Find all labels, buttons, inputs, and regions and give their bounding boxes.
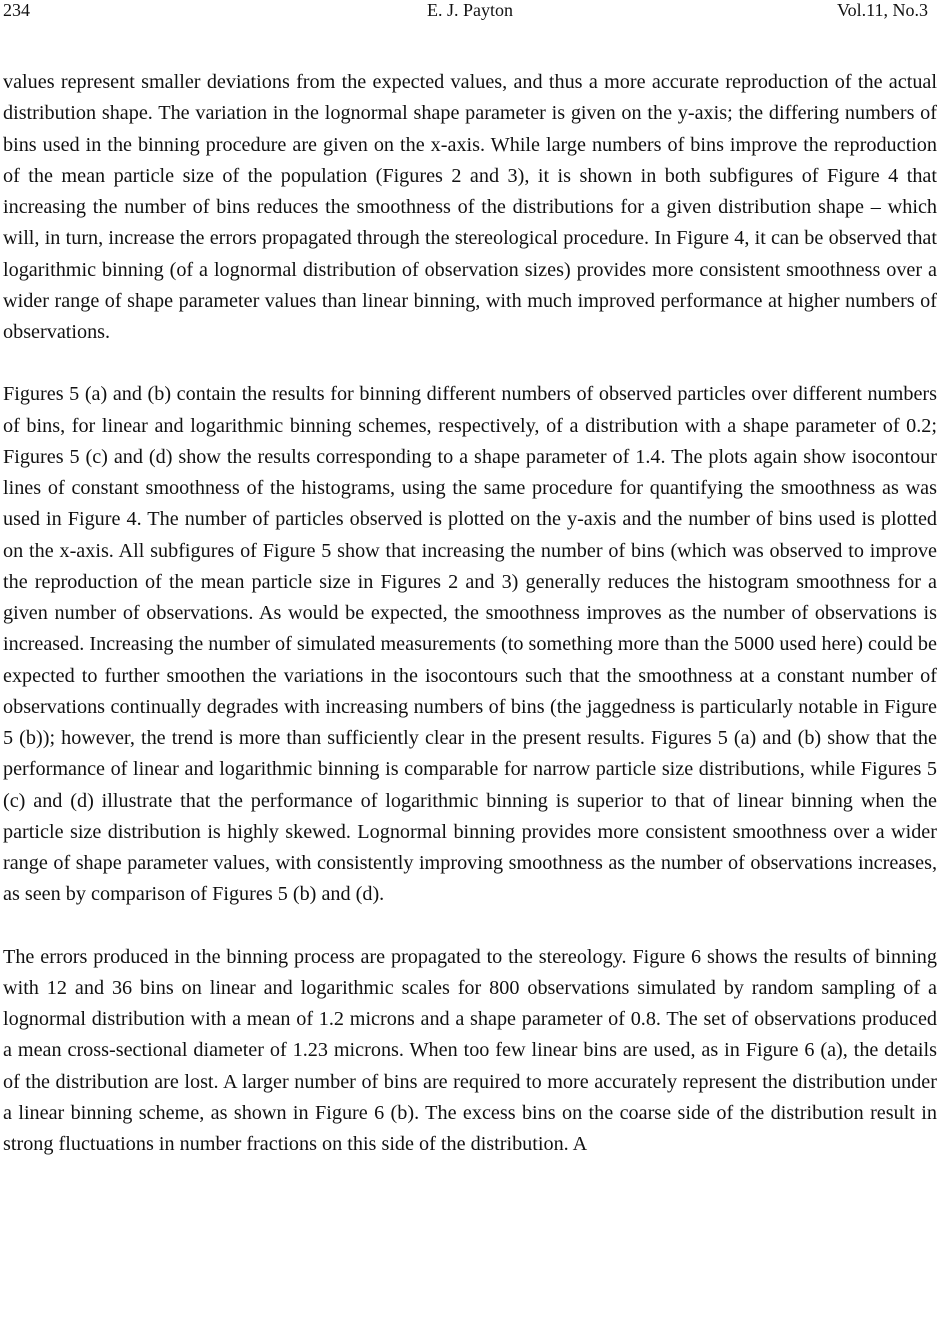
paragraph-2: Figures 5 (a) and (b) contain the results for binning different numbers of observed particles over different numbers of bins, for linear and logarithmic binning schemes, respectively, of a distribution with a shape parameter of 0.2; Figures 5 (c) and (d) show the results corresponding to a shape parameter of 1.4. The plots again show isocontour lines of constant smoothness of the histograms, using the same procedure for quantifying the smoothness as was used in Figure 4. The number of particles observed is plotted on the y-axis and the number of bins used is plotted on the x-axis. All subfigures of Figure 5 show that increasing the number of bins (which was observed to improve the reproduction of the mean particle size in Figures 2 and 3) generally reduces the histogram smoothness for a given number of observations. As would be expected, the smoothness improves as the number of observations is increased. Increasing the number of simulated measurements (to something more than the 5000 used here) could be expected to further smoothen the variations in the isocontours such that the smoothness at a constant number of observations continually degrades with increasing numbers of bins (the jaggedness is particularly notable in Figure 5 (b)); however, the trend is more than sufficiently clear in the present results. Figures 5 (a) and (b) show that the performance of linear and logarithmic binning is comparable for narrow particle size distributions, while Figures 5 (c) and (d) illustrate that the performance of logarithmic binning is superior to that of linear binning when the particle size distribution is highly skewed. Lognormal binning provides more consistent smoothness over a wider range of shape parameter values, with consistently improving smoothness as the number of observations increases, as seen by comparison of Figures 5 (b) and (d). xyxy=(3,383,937,906)
page-number: 234 xyxy=(3,0,30,20)
volume-info: Vol.11, No.3 xyxy=(836,0,928,20)
body-text xyxy=(3,67,937,1160)
paragraph-3: The errors produced in the binning process are propagated to the stereology. Figure 6 shows the results of binning with 12 and 36 bins on linear and logarithmic scales for 800 observations simulated by random sampling of a lognormal distribution with a mean of 1.2 microns and a shape parameter of 0.8. The set of observations produced a mean cross-sectional diameter of 1.23 microns. When too few linear bins are used, as in Figure 6 (a), the details of the distribution are lost. A larger number of bins are required to more accurately represent the distribution under a linear binning scheme, as shown in Figure 6 (b). The excess bins on the coarse side of the distribution result in strong fluctuations in number fractions on this side of the distribution. A xyxy=(3,945,937,1155)
running-author: E. J. Payton xyxy=(426,0,513,20)
running-header xyxy=(0,0,940,30)
paragraph-1: values represent smaller deviations from the expected values, and thus a more accurate reproduction of the actual distribution shape. The variation in the lognormal shape parameter is given on the y-axis; the differing numbers of bins used in the binning procedure are given on the x-axis. While large numbers of bins improve the reproduction of the mean particle size of the population (Figures 2 and 3), it is shown in both subfigures of Figure 4 that increasing the number of bins reduces the smoothness of the distributions for a given distribution shape – which will, in turn, increase the errors propagated through the stereological procedure. In Figure 4, it can be observed that logarithmic binning (of a lognormal distribution of observation sizes) provides more consistent smoothness over a wider range of shape parameter values than linear binning, with much improved performance at higher numbers of observations. xyxy=(3,71,937,343)
